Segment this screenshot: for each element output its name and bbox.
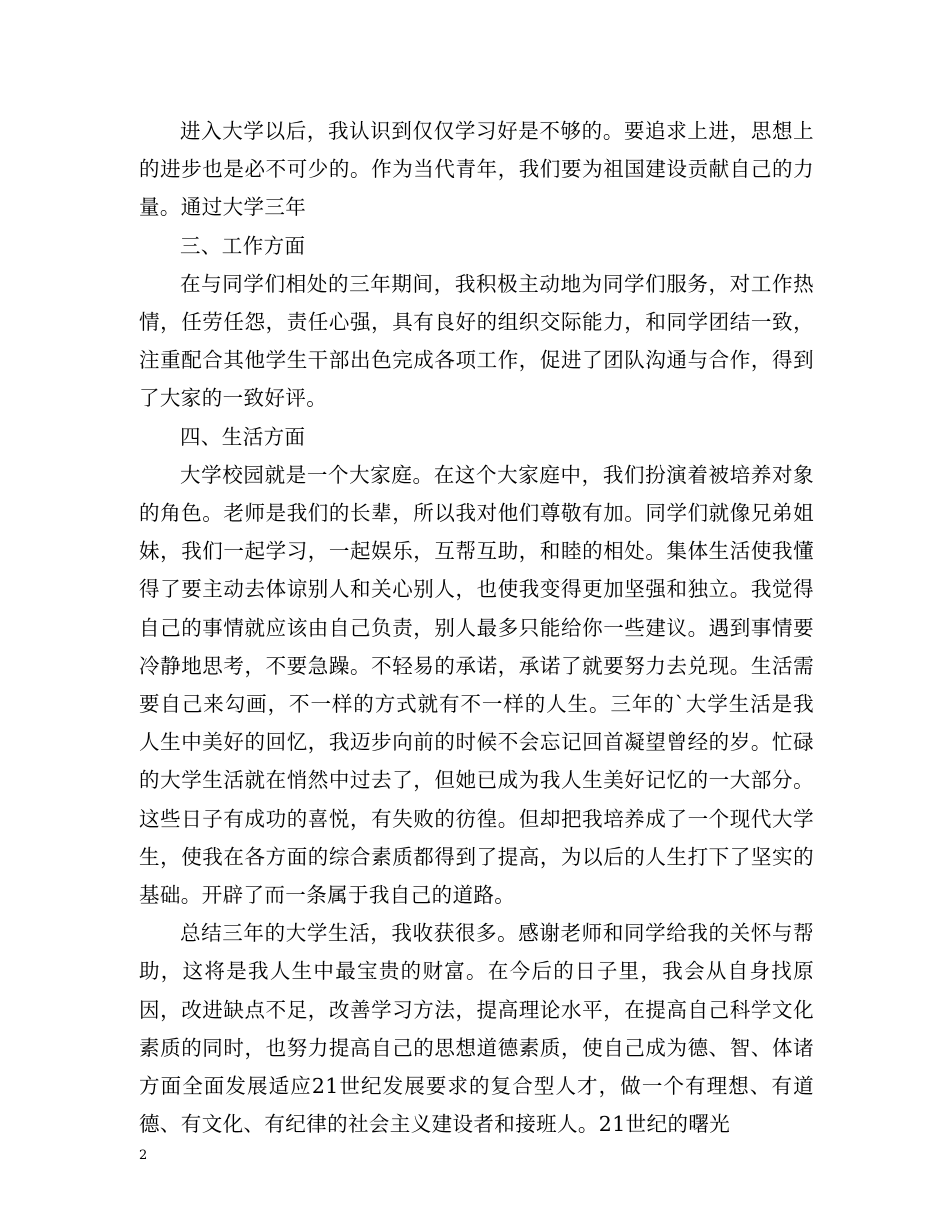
paragraph-progress-intro: 进入大学以后，我认识到仅仅学习好是不够的。要追求上进，思想上的进步也是必不可少的。作为当代青年，我们要为祖国建设贡献自己的力量。通过大学三年	[139, 119, 814, 220]
document-body	[139, 112, 814, 1143]
paragraph-summary: 总结三年的大学生活，我收获很多。感谢老师和同学给我的关怀与帮助，这将是我人生中最宝贵的财富。在今后的日子里，我会从自身找原因，改进缺点不足，改善学习方法，提高理论水平，在提高自己科学文化素质的同时，也努力提高自己的思想道德素质，使自己成为德、智、体诸方面全面发展适应21世纪发展要求的复合型人才，做一个有理想、有道德、有文化、有纪律的社会主义建设者和接班人。21世纪的曙光	[139, 921, 814, 1137]
paragraph-work: 在与同学们相处的三年期间，我积极主动地为同学们服务，对工作热情，任劳任怨，责任心强，具有良好的组织交际能力，和同学团结一致，注重配合其他学生干部出色完成各项工作，促进了团队沟通与合作，得到了大家的一致好评。	[139, 271, 814, 411]
section-heading-work: 三、工作方面	[180, 233, 306, 258]
page-number: 2	[139, 1148, 148, 1163]
section-heading-life: 四、生活方面	[180, 424, 306, 449]
paragraph-life: 大学校园就是一个大家庭。在这个大家庭中，我们扮演着被培养对象的角色。老师是我们的长辈，所以我对他们尊敬有加。同学们就像兄弟姐妹，我们一起学习，一起娱乐，互帮互助，和睦的相处。集体生活使我懂得了要主动去体谅别人和关心别人，也使我变得更加坚强和独立。我觉得自己的事情就应该由自己负责，别人最多只能给你一些建议。遇到事情要冷静地思考，不要急躁。不轻易的承诺，承诺了就要努力去兑现。生活需要自己来勾画，不一样的方式就有不一样的人生。三年的`大学生活是我人生中美好的回忆，我迈步向前的时候不会忘记回首凝望曾经的岁。忙碌的大学生活就在悄然中过去了，但她已成为我人生美好记忆的一大部分。这些日子有成功的喜悦，有失败的彷徨。但却把我培养成了一个现代大学生，使我在各方面的综合素质都得到了提高，为以后的人生打下了坚实的基础。开辟了而一条属于我自己的道路。	[139, 462, 814, 908]
